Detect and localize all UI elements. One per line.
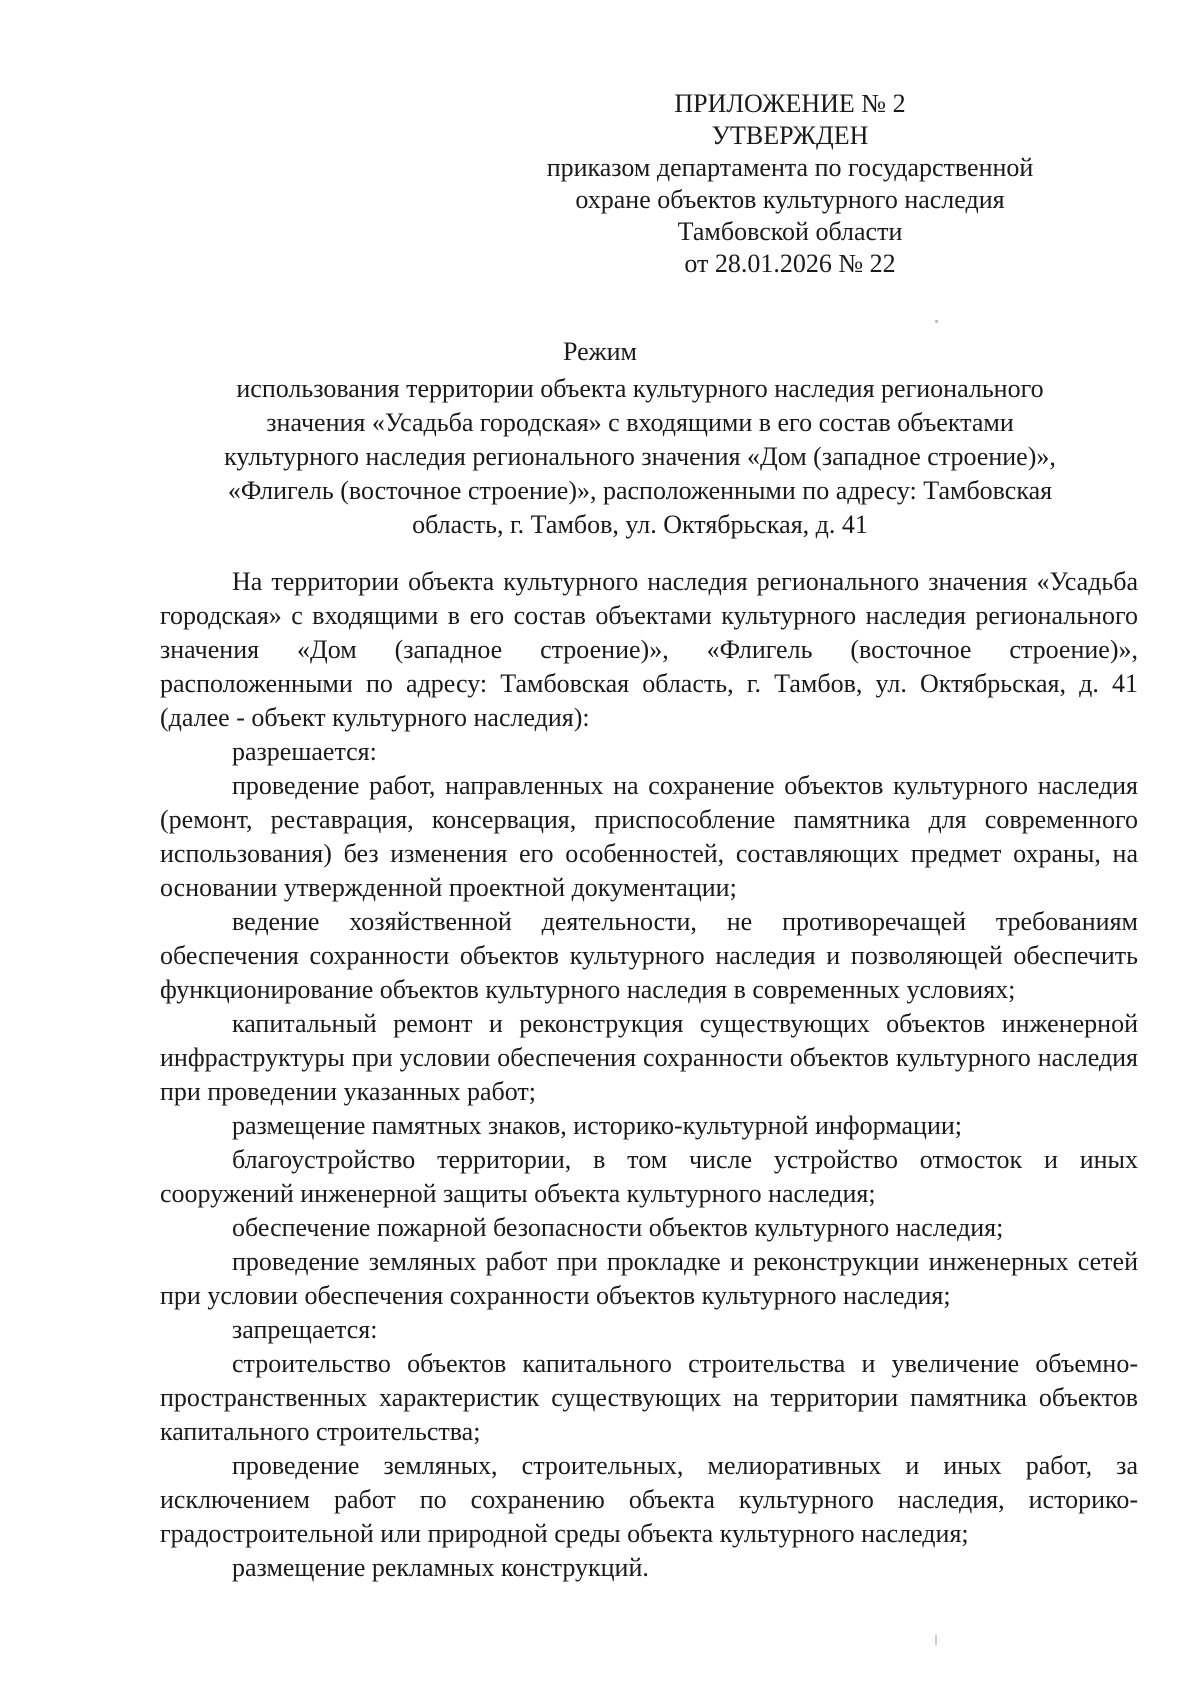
allowed-item: проведение земляных работ при прокладке и реконструкции инженерных сетей при условии обеспечения сохранности объектов культурного наследия; — [160, 1247, 1138, 1310]
appendix-number: ПРИЛОЖЕНИЕ № 2 — [674, 89, 906, 118]
document-subtitle — [150, 372, 1130, 542]
intro-paragraph: На территории объекта культурного наследия регионального значения «Усадьба городская» с входящими в его состав объектами культурного наследия регионального значения «Дом (западное строение)», «Флигель (восточное строение)», расположенными по адресу: Тамбовская область, г. Тамбов, ул. Октябрьская, д. 41 (далее - объект культурного наследия): — [160, 567, 1138, 732]
approval-order-line: Тамбовской области — [677, 217, 903, 246]
allowed-item: благоустройство территории, в том числе устройство отмосток и иных сооружений инженерной защиты объекта культурного наследия; — [160, 1145, 1138, 1208]
allowed-item: капитальный ремонт и реконструкция существующих объектов инженерной инфраструктуры при условии обеспечения сохранности объектов культурного наследия при проведении указанных работ; — [160, 1009, 1138, 1106]
approval-date-number: от 28.01.2026 № 22 — [684, 249, 896, 278]
allowed-item: проведение работ, направленных на сохранение объектов культурного наследия (ремонт, реставрация, консервация, приспособление памятника для современного использования) без изменения его особенностей, составляющих предмет охраны, на основании утвержденной проектной документации; — [160, 771, 1138, 902]
subtitle-line: «Флигель (восточное строение)», расположенными по адресу: Тамбовская — [227, 476, 1053, 505]
subtitle-line: область, г. Тамбов, ул. Октябрьская, д. 41 — [412, 510, 868, 539]
forbidden-item: размещение рекламных конструкций. — [232, 1553, 649, 1582]
allowed-heading: разрешается: — [232, 737, 377, 766]
subtitle-line: использования территории объекта культурного наследия регионального — [236, 374, 1044, 403]
approval-block — [530, 88, 1050, 280]
forbidden-heading: запрещается: — [232, 1315, 378, 1344]
approval-status: УТВЕРЖДЕН — [711, 121, 869, 150]
approval-order-line: охране объектов культурного наследия — [575, 185, 1005, 214]
scan-speck — [935, 1635, 937, 1645]
document-title: Режим — [563, 337, 637, 366]
scan-speck — [935, 320, 938, 323]
forbidden-item: строительство объектов капитального строительства и увеличение объемно-пространственных характеристик существующих на территории памятника объектов капитального строительства; — [160, 1349, 1138, 1446]
allowed-item: обеспечение пожарной безопасности объектов культурного наследия; — [232, 1213, 1004, 1242]
allowed-item: размещение памятных знаков, историко-культурной информации; — [232, 1111, 963, 1140]
allowed-item: ведение хозяйственной деятельности, не противоречащей требованиям обеспечения сохранности объектов культурного наследия и позволяющей обеспечить функционирование объектов культурного наследия в современных условиях; — [160, 907, 1138, 1004]
subtitle-line: культурного наследия регионального значения «Дом (западное строение)», — [224, 442, 1056, 471]
forbidden-item: проведение земляных, строительных, мелиоративных и иных работ, за исключением работ по сохранению объекта культурного наследия, историко-градостроительной или природной среды объекта культурного наследия; — [160, 1451, 1138, 1548]
subtitle-line: значения «Усадьба городская» с входящими в его состав объектами — [266, 408, 1014, 437]
approval-order-line: приказом департамента по государственной — [546, 153, 1034, 182]
document-body — [160, 565, 1138, 1585]
